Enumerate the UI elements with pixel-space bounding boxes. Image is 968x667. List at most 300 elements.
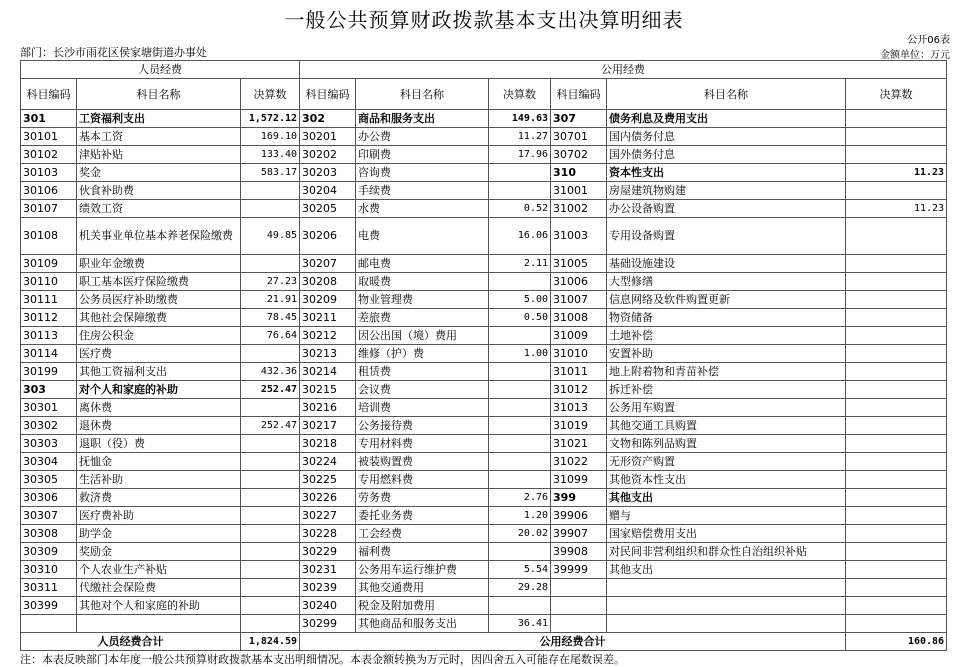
cell-name: 劳务费 [356, 489, 489, 507]
cell-name: 公务接待费 [356, 417, 489, 435]
cell-name [607, 615, 846, 633]
col-code: 科目编码 [551, 79, 607, 110]
cell-code: 30226 [300, 489, 356, 507]
cell-code: 30199 [21, 363, 77, 381]
cell-code: 30114 [21, 345, 77, 363]
cell-name: 因公出国（境）费用 [356, 327, 489, 345]
cell-amount: 76.64 [241, 327, 300, 345]
cell-code: 30310 [21, 561, 77, 579]
cell-code: 30303 [21, 435, 77, 453]
cell-amount: 252.47 [241, 381, 300, 399]
unit-label: 金额单位：万元 [880, 50, 950, 61]
cell-code [551, 615, 607, 633]
cell-code: 30228 [300, 525, 356, 543]
cell-code: 31003 [551, 218, 607, 255]
cell-name: 物资储备 [607, 309, 846, 327]
cell-code: 30311 [21, 579, 77, 597]
cell-name: 租赁费 [356, 363, 489, 381]
cell-amount: 36.41 [489, 615, 551, 633]
cell-amount [241, 200, 300, 218]
cell-amount [241, 597, 300, 615]
cell-amount: 133.40 [241, 146, 300, 164]
cell-name: 国外债务付息 [607, 146, 846, 164]
cell-amount [846, 471, 947, 489]
cell-code: 30225 [300, 471, 356, 489]
cell-name: 其他社会保障缴费 [77, 309, 241, 327]
cell-name: 对民间非营利组织和群众性自治组织补贴 [607, 543, 846, 561]
cell-code: 30214 [300, 363, 356, 381]
cell-name: 土地补偿 [607, 327, 846, 345]
table-row [21, 200, 947, 218]
cell-name: 税金及附加费用 [356, 597, 489, 615]
cell-code: 30302 [21, 417, 77, 435]
cell-name: 差旅费 [356, 309, 489, 327]
table-row [21, 399, 947, 417]
table-row [21, 128, 947, 146]
cell-code: 30109 [21, 255, 77, 273]
cell-code: 31022 [551, 453, 607, 471]
cell-amount [846, 255, 947, 273]
cell-name: 津贴补贴 [77, 146, 241, 164]
cell-code: 39999 [551, 561, 607, 579]
cell-name: 国家赔偿费用支出 [607, 525, 846, 543]
cell-amount [846, 525, 947, 543]
department-label: 部门：长沙市雨花区侯家塘街道办事处 [20, 46, 207, 59]
cell-name: 个人农业生产补贴 [77, 561, 241, 579]
col-name: 科目名称 [356, 79, 489, 110]
cell-amount: 16.06 [489, 218, 551, 255]
cell-name: 其他支出 [607, 489, 846, 507]
cell-name: 委托业务费 [356, 507, 489, 525]
cell-name: 专用燃料费 [356, 471, 489, 489]
cell-amount: 49.85 [241, 218, 300, 255]
cell-name: 福利费 [356, 543, 489, 561]
cell-name: 其他工资福利支出 [77, 363, 241, 381]
cell-amount [489, 381, 551, 399]
cell-name: 基本工资 [77, 128, 241, 146]
cell-name: 国内债务付息 [607, 128, 846, 146]
cell-name: 印刷费 [356, 146, 489, 164]
table-row [21, 453, 947, 471]
group-public: 公用经费 [300, 61, 947, 79]
cell-name: 安置补助 [607, 345, 846, 363]
cell-name: 拆迁补偿 [607, 381, 846, 399]
table-row [21, 255, 947, 273]
col-name: 科目名称 [607, 79, 846, 110]
cell-code: 30306 [21, 489, 77, 507]
cell-amount: 11.23 [846, 164, 947, 182]
cell-name: 医疗费 [77, 345, 241, 363]
expenditure-table [20, 60, 947, 651]
cell-code: 301 [21, 110, 77, 128]
cell-code: 31006 [551, 273, 607, 291]
cell-code: 30309 [21, 543, 77, 561]
cell-amount: 1.20 [489, 507, 551, 525]
table-row [21, 345, 947, 363]
col-code: 科目编码 [21, 79, 77, 110]
cell-amount [846, 399, 947, 417]
cell-code: 30101 [21, 128, 77, 146]
cell-code: 31001 [551, 182, 607, 200]
cell-amount [241, 489, 300, 507]
cell-amount: 169.10 [241, 128, 300, 146]
col-amount: 决算数 [846, 79, 947, 110]
cell-name: 其他支出 [607, 561, 846, 579]
cell-name: 抚恤金 [77, 453, 241, 471]
cell-code: 31005 [551, 255, 607, 273]
cell-amount [846, 327, 947, 345]
cell-code: 30304 [21, 453, 77, 471]
cell-code: 30213 [300, 345, 356, 363]
cell-amount [241, 453, 300, 471]
cell-amount: 21.91 [241, 291, 300, 309]
cell-amount: 1,572.12 [241, 110, 300, 128]
cell-code: 30212 [300, 327, 356, 345]
cell-amount: 1.00 [489, 345, 551, 363]
cell-amount [846, 381, 947, 399]
table-row [21, 146, 947, 164]
cell-code: 31007 [551, 291, 607, 309]
cell-amount [846, 309, 947, 327]
cell-code: 31002 [551, 200, 607, 218]
cell-code: 30106 [21, 182, 77, 200]
table-row [21, 381, 947, 399]
public-total-value: 160.86 [846, 633, 947, 651]
table-row [21, 291, 947, 309]
cell-code: 30113 [21, 327, 77, 345]
table-row [21, 507, 947, 525]
cell-code: 30211 [300, 309, 356, 327]
cell-name: 咨询费 [356, 164, 489, 182]
cell-code: 30231 [300, 561, 356, 579]
table-row [21, 417, 947, 435]
cell-amount [241, 471, 300, 489]
cell-amount [846, 128, 947, 146]
cell-name: 离休费 [77, 399, 241, 417]
cell-code: 30215 [300, 381, 356, 399]
cell-amount: 2.76 [489, 489, 551, 507]
cell-amount: 5.00 [489, 291, 551, 309]
cell-name: 退职（役）费 [77, 435, 241, 453]
cell-code: 30103 [21, 164, 77, 182]
cell-amount: 0.50 [489, 309, 551, 327]
cell-amount [846, 182, 947, 200]
cell-name [77, 615, 241, 633]
table-row [21, 273, 947, 291]
cell-name [607, 579, 846, 597]
cell-code: 31013 [551, 399, 607, 417]
cell-name: 其他交通工具购置 [607, 417, 846, 435]
cell-amount [489, 327, 551, 345]
cell-name: 水费 [356, 200, 489, 218]
cell-name: 公务用车运行维护费 [356, 561, 489, 579]
cell-amount [241, 543, 300, 561]
cell-amount [241, 435, 300, 453]
cell-amount [489, 471, 551, 489]
cell-amount [846, 110, 947, 128]
cell-amount [241, 615, 300, 633]
cell-name: 基础设施建设 [607, 255, 846, 273]
cell-code: 302 [300, 110, 356, 128]
cell-code: 31011 [551, 363, 607, 381]
cell-amount [846, 273, 947, 291]
cell-code: 30301 [21, 399, 77, 417]
cell-amount [846, 489, 947, 507]
cell-amount [846, 453, 947, 471]
cell-name: 退休费 [77, 417, 241, 435]
cell-name: 债务利息及费用支出 [607, 110, 846, 128]
public-total-label: 公用经费合计 [300, 633, 846, 651]
col-amount: 决算数 [241, 79, 300, 110]
cell-code: 30240 [300, 597, 356, 615]
cell-name: 代缴社会保险费 [77, 579, 241, 597]
cell-amount [489, 182, 551, 200]
cell-name: 公务员医疗补助缴费 [77, 291, 241, 309]
cell-name: 取暖费 [356, 273, 489, 291]
col-name: 科目名称 [77, 79, 241, 110]
cell-code: 30208 [300, 273, 356, 291]
cell-amount: 583.17 [241, 164, 300, 182]
table-row [21, 218, 947, 255]
table-row [21, 489, 947, 507]
cell-amount: 5.54 [489, 561, 551, 579]
table-row [21, 615, 947, 633]
table-row [21, 525, 947, 543]
cell-name: 救济费 [77, 489, 241, 507]
cell-code: 39907 [551, 525, 607, 543]
cell-code: 30207 [300, 255, 356, 273]
table-row [21, 435, 947, 453]
cell-code: 30702 [551, 146, 607, 164]
cell-code: 30209 [300, 291, 356, 309]
cell-code: 30102 [21, 146, 77, 164]
cell-code: 30701 [551, 128, 607, 146]
cell-name: 其他商品和服务支出 [356, 615, 489, 633]
cell-amount [489, 417, 551, 435]
cell-code: 31099 [551, 471, 607, 489]
cell-code: 30204 [300, 182, 356, 200]
cell-name: 住房公积金 [77, 327, 241, 345]
cell-code: 30305 [21, 471, 77, 489]
cell-code: 30112 [21, 309, 77, 327]
cell-name: 会议费 [356, 381, 489, 399]
cell-amount [846, 561, 947, 579]
cell-name: 文物和陈列品购置 [607, 435, 846, 453]
cell-amount [241, 399, 300, 417]
cell-amount [241, 182, 300, 200]
cell-amount: 2.11 [489, 255, 551, 273]
cell-amount [489, 164, 551, 182]
cell-code: 31010 [551, 345, 607, 363]
cell-code: 30216 [300, 399, 356, 417]
cell-amount [846, 363, 947, 381]
cell-code: 30206 [300, 218, 356, 255]
cell-amount [846, 435, 947, 453]
cell-name: 商品和服务支出 [356, 110, 489, 128]
cell-name: 工会经费 [356, 525, 489, 543]
cell-code [551, 597, 607, 615]
cell-name: 维修（护）费 [356, 345, 489, 363]
cell-amount [846, 543, 947, 561]
cell-code: 30307 [21, 507, 77, 525]
cell-amount [241, 507, 300, 525]
cell-code [551, 579, 607, 597]
table-row [21, 543, 947, 561]
cell-amount [489, 435, 551, 453]
cell-code: 31012 [551, 381, 607, 399]
cell-code: 307 [551, 110, 607, 128]
column-header-row [21, 79, 947, 110]
cell-name: 信息网络及软件购置更新 [607, 291, 846, 309]
cell-amount [846, 291, 947, 309]
cell-code: 31008 [551, 309, 607, 327]
cell-amount [489, 273, 551, 291]
cell-name: 其他资本性支出 [607, 471, 846, 489]
cell-name: 职业年金缴费 [77, 255, 241, 273]
cell-amount: 78.45 [241, 309, 300, 327]
cell-name: 其他对个人和家庭的补助 [77, 597, 241, 615]
cell-amount [489, 597, 551, 615]
cell-amount [846, 146, 947, 164]
table-row [21, 579, 947, 597]
table-row [21, 182, 947, 200]
cell-amount: 11.23 [846, 200, 947, 218]
cell-amount [846, 615, 947, 633]
personnel-total-value: 1,824.59 [241, 633, 300, 651]
cell-code [21, 615, 77, 633]
cell-name: 电费 [356, 218, 489, 255]
cell-amount: 11.27 [489, 128, 551, 146]
cell-name: 办公设备购置 [607, 200, 846, 218]
cell-name: 伙食补助费 [77, 182, 241, 200]
cell-name [607, 597, 846, 615]
cell-name: 无形资产购置 [607, 453, 846, 471]
cell-code: 30110 [21, 273, 77, 291]
cell-code: 30218 [300, 435, 356, 453]
cell-name: 工资福利支出 [77, 110, 241, 128]
cell-code: 30229 [300, 543, 356, 561]
cell-name: 专用设备购置 [607, 218, 846, 255]
cell-name: 绩效工资 [77, 200, 241, 218]
cell-amount: 29.28 [489, 579, 551, 597]
cell-name: 奖金 [77, 164, 241, 182]
cell-code: 399 [551, 489, 607, 507]
cell-amount [846, 579, 947, 597]
cell-name: 职工基本医疗保险缴费 [77, 273, 241, 291]
cell-code: 30299 [300, 615, 356, 633]
cell-code: 30108 [21, 218, 77, 255]
cell-name: 邮电费 [356, 255, 489, 273]
footnote: 注：本表反映部门本年度一般公共预算财政拨款基本支出明细情况。本表金额转换为万元时，因四舍五入可能存在尾数误差。 [20, 653, 625, 666]
cell-code: 30107 [21, 200, 77, 218]
table-row [21, 164, 947, 182]
group-personnel: 人员经费 [21, 61, 300, 79]
cell-amount [241, 579, 300, 597]
cell-name: 地上附着物和青苗补偿 [607, 363, 846, 381]
cell-amount [489, 543, 551, 561]
cell-amount [489, 399, 551, 417]
cell-name: 办公费 [356, 128, 489, 146]
cell-amount [846, 507, 947, 525]
cell-name: 赠与 [607, 507, 846, 525]
cell-code: 30201 [300, 128, 356, 146]
cell-code: 30308 [21, 525, 77, 543]
cell-amount: 149.63 [489, 110, 551, 128]
cell-name: 医疗费补助 [77, 507, 241, 525]
personnel-total-label: 人员经费合计 [21, 633, 241, 651]
cell-amount [241, 255, 300, 273]
cell-name: 奖励金 [77, 543, 241, 561]
table-code: 公开06表 [907, 35, 950, 46]
cell-name: 其他交通费用 [356, 579, 489, 597]
cell-name: 资本性支出 [607, 164, 846, 182]
cell-name: 手续费 [356, 182, 489, 200]
table-row [21, 471, 947, 489]
cell-code: 30227 [300, 507, 356, 525]
cell-code: 30399 [21, 597, 77, 615]
cell-amount [241, 561, 300, 579]
cell-amount [489, 453, 551, 471]
cell-name: 对个人和家庭的补助 [77, 381, 241, 399]
cell-code: 30239 [300, 579, 356, 597]
cell-amount: 252.47 [241, 417, 300, 435]
cell-amount: 432.36 [241, 363, 300, 381]
table-row [21, 309, 947, 327]
cell-code: 39906 [551, 507, 607, 525]
cell-amount: 20.02 [489, 525, 551, 543]
cell-name: 公务用车购置 [607, 399, 846, 417]
table-row [21, 363, 947, 381]
cell-name: 被装购置费 [356, 453, 489, 471]
cell-name: 物业管理费 [356, 291, 489, 309]
cell-amount: 27.23 [241, 273, 300, 291]
col-code: 科目编码 [300, 79, 356, 110]
cell-amount [846, 417, 947, 435]
table-row [21, 597, 947, 615]
cell-name: 大型修缮 [607, 273, 846, 291]
cell-name: 生活补助 [77, 471, 241, 489]
cell-amount [846, 345, 947, 363]
cell-amount: 0.52 [489, 200, 551, 218]
cell-amount [846, 597, 947, 615]
cell-code: 31021 [551, 435, 607, 453]
cell-amount [241, 525, 300, 543]
cell-amount: 17.96 [489, 146, 551, 164]
cell-name: 机关事业单位基本养老保险缴费 [77, 218, 241, 255]
cell-code: 30224 [300, 453, 356, 471]
cell-code: 310 [551, 164, 607, 182]
totals-row [21, 633, 947, 651]
group-header-row [21, 61, 947, 79]
table-row [21, 327, 947, 345]
cell-code: 30217 [300, 417, 356, 435]
col-amount: 决算数 [489, 79, 551, 110]
cell-code: 303 [21, 381, 77, 399]
table-row [21, 561, 947, 579]
cell-code: 31009 [551, 327, 607, 345]
page-title: 一般公共预算财政拨款基本支出决算明细表 [284, 8, 684, 32]
cell-code: 39908 [551, 543, 607, 561]
cell-code: 30203 [300, 164, 356, 182]
cell-code: 31019 [551, 417, 607, 435]
cell-name: 专用材料费 [356, 435, 489, 453]
cell-name: 培训费 [356, 399, 489, 417]
cell-name: 助学金 [77, 525, 241, 543]
cell-amount [846, 218, 947, 255]
cell-code: 30202 [300, 146, 356, 164]
cell-amount [489, 363, 551, 381]
cell-name: 房屋建筑物购建 [607, 182, 846, 200]
